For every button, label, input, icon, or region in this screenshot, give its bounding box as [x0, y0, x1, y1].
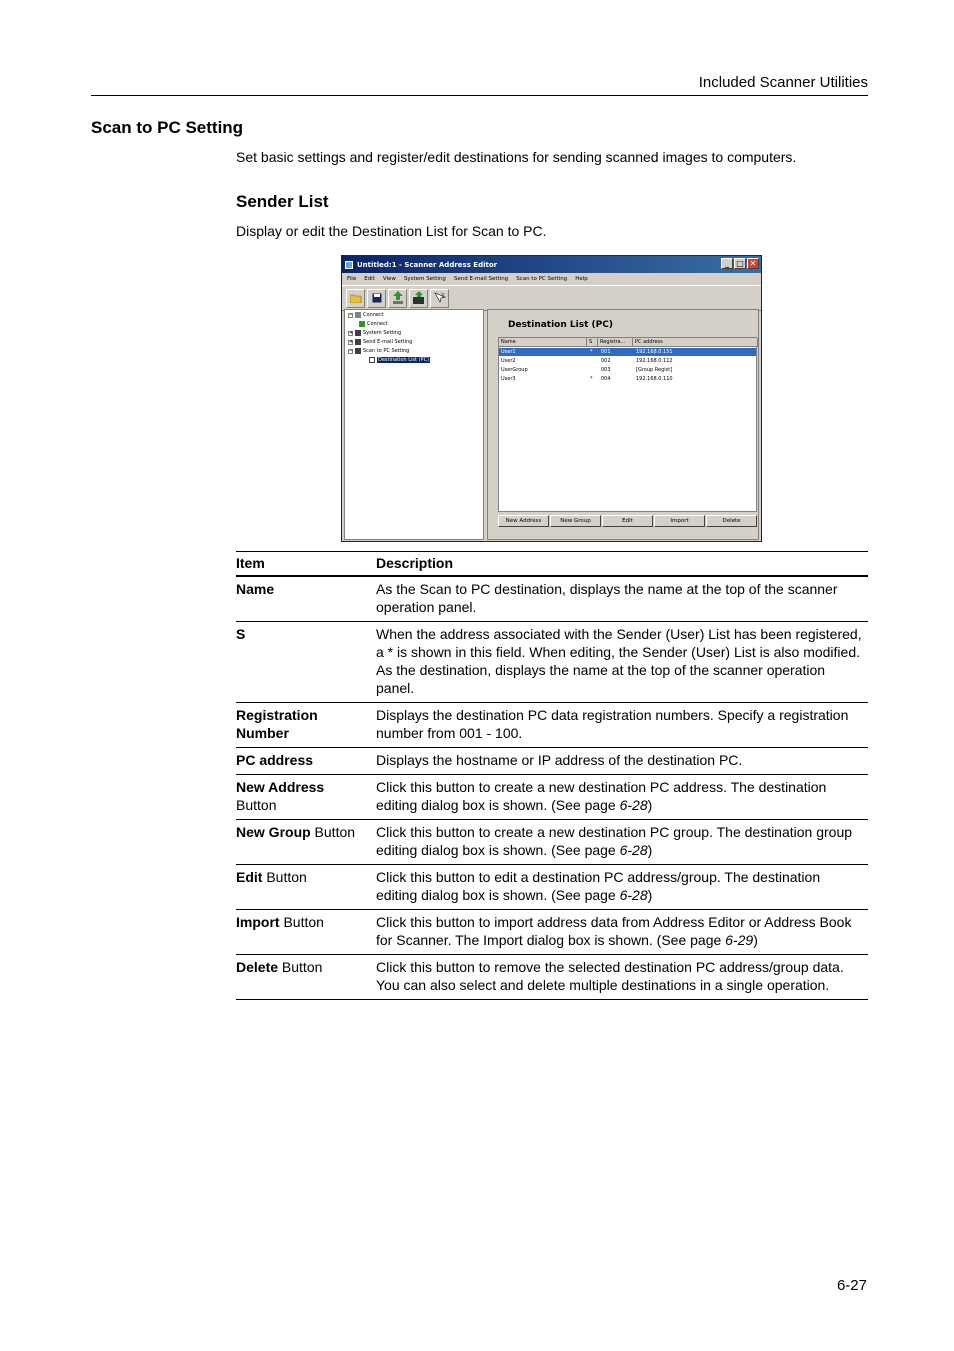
edit-button: Edit	[602, 515, 653, 527]
menu-help: Help	[575, 276, 588, 282]
header-item: Item	[236, 555, 265, 571]
tree-node-system-setting: + System Setting	[349, 329, 402, 336]
window-title: Untitled:1 - Scanner Address Editor	[357, 260, 498, 269]
folder-icon	[355, 339, 361, 345]
tree-node-send-email-setting: + Send E-mail Setting	[349, 338, 413, 345]
item-cell: Name	[236, 581, 275, 597]
description-cell: Click this button to create a new destination PC address. The destination editing dialog box is shown. (See page 6-28)	[376, 779, 827, 813]
menu-view: View	[382, 276, 396, 282]
folder-icon	[355, 330, 361, 336]
minimize-icon: _	[721, 258, 733, 269]
item-cell: Import Button	[236, 914, 324, 930]
header-description: Description	[376, 555, 454, 571]
item-cell: New Group Button	[236, 824, 356, 840]
item-cell: Edit Button	[236, 869, 307, 885]
description-cell: Click this button to import address data from Address Editor or Address Book for Scanner. The Import dialog box is shown. (See page 6-29)	[376, 914, 852, 948]
item-cell: PC address	[236, 752, 314, 768]
menubar	[342, 273, 761, 285]
tree-node-scan-to-pc-setting: − Scan to PC Setting	[349, 347, 410, 354]
save-icon	[367, 289, 386, 308]
running-header: Included Scanner Utilities	[698, 74, 868, 91]
page-reference: 6-28	[619, 797, 648, 813]
app-icon	[345, 261, 353, 269]
column-registration: Registra...	[598, 338, 633, 347]
navigation-tree	[344, 309, 484, 540]
menu-scan-to-pc-setting: Scan to PC Setting	[516, 276, 568, 282]
description-cell: As the Scan to PC destination, displays the name at the top of the scanner operation panel.	[376, 581, 838, 615]
description-cell: Click this button to remove the selected destination PC address/group data. You can also select and delete multiple destinations in a single operation.	[376, 959, 844, 993]
computer-icon	[355, 312, 361, 318]
pane-title: Destination List (PC)	[508, 320, 613, 330]
table-row	[236, 703, 868, 748]
item-cell: Delete Button	[236, 959, 323, 975]
help-icon	[430, 289, 449, 308]
scanner-address-editor-screenshot	[341, 255, 762, 542]
menu-edit: Edit	[364, 276, 375, 282]
document-icon	[369, 357, 375, 363]
menu-send-email-setting: Send E-mail Setting	[453, 276, 509, 282]
list-item: User3 * 004 192.168.0.110	[501, 376, 673, 382]
list-item: User1 * 001 192.168.0.151	[499, 348, 756, 356]
description-cell: When the address associated with the Sender (User) List has been registered, a * is shown in this field. When editing, the Sender (User) List is also modified. As the destination, displays the name at the top of the scanner operation panel.	[376, 626, 862, 696]
table-row	[236, 910, 868, 955]
table-header-row	[236, 552, 868, 577]
page-number: 6-27	[836, 1277, 867, 1294]
page-reference: 6-29	[725, 932, 754, 948]
connect-node-icon	[359, 321, 365, 327]
description-cell: Displays the destination PC data registration numbers. Specify a registration number from 001 - 100.	[376, 707, 849, 741]
window-titlebar	[342, 256, 761, 273]
maximize-icon: □	[734, 258, 746, 269]
table-row	[236, 955, 868, 1000]
column-name: Name	[499, 338, 587, 347]
upload-icon	[388, 289, 407, 308]
tree-node-connect-root: − Connect	[349, 311, 384, 318]
new-address-button: New Address	[498, 515, 549, 527]
page-reference: 6-28	[619, 842, 648, 858]
header-rule	[91, 95, 868, 96]
tree-node-destination-list-pc: Destination List (PC)	[369, 357, 430, 363]
table-row	[236, 576, 868, 622]
item-cell: S	[236, 626, 246, 642]
section-title: Scan to PC Setting	[91, 118, 244, 137]
table-row	[236, 775, 868, 820]
close-icon: ✕	[747, 258, 759, 269]
section-intro: Set basic settings and register/edit destinations for sending scanned images to computers.	[236, 149, 797, 165]
new-group-button: New Group	[550, 515, 601, 527]
action-buttons	[498, 515, 757, 527]
tree-node-connect: Connect	[359, 321, 388, 327]
table-row	[236, 622, 868, 703]
open-folder-icon	[346, 289, 365, 308]
item-cell: Registration Number	[236, 707, 318, 741]
connect-icon	[409, 289, 428, 308]
description-cell: Click this button to create a new destination PC group. The destination group editing dialog box is shown. (See page 6-28)	[376, 824, 853, 858]
column-s: S	[587, 338, 598, 347]
item-description-table	[236, 551, 868, 1000]
menu-system-setting: System Setting	[403, 276, 446, 282]
list-item: UserGroup 003 [Group Regist]	[501, 367, 673, 373]
toolbar	[342, 285, 761, 311]
destination-list-pane	[487, 309, 759, 540]
page-reference: 6-28	[619, 887, 648, 903]
delete-button: Delete	[706, 515, 757, 527]
item-cell: New Address Button	[236, 779, 325, 813]
subsection-title: Sender List	[236, 192, 329, 211]
subsection-intro: Display or edit the Destination List for Scan to PC.	[236, 223, 547, 239]
table-row	[236, 748, 868, 775]
destination-list	[498, 337, 757, 512]
table-row	[236, 865, 868, 910]
description-cell: Displays the hostname or IP address of the destination PC.	[376, 752, 743, 768]
column-pc-address: PC address	[633, 338, 758, 347]
import-button: Import	[654, 515, 705, 527]
description-cell: Click this button to edit a destination PC address/group. The destination editing dialog box is shown. (See page 6-28)	[376, 869, 821, 903]
svg-text:?: ?	[440, 293, 444, 300]
table-row	[236, 820, 868, 865]
menu-file: File	[347, 276, 357, 282]
list-header	[499, 338, 756, 347]
folder-icon	[355, 348, 361, 354]
list-item: User2 002 192.168.0.112	[501, 358, 673, 364]
